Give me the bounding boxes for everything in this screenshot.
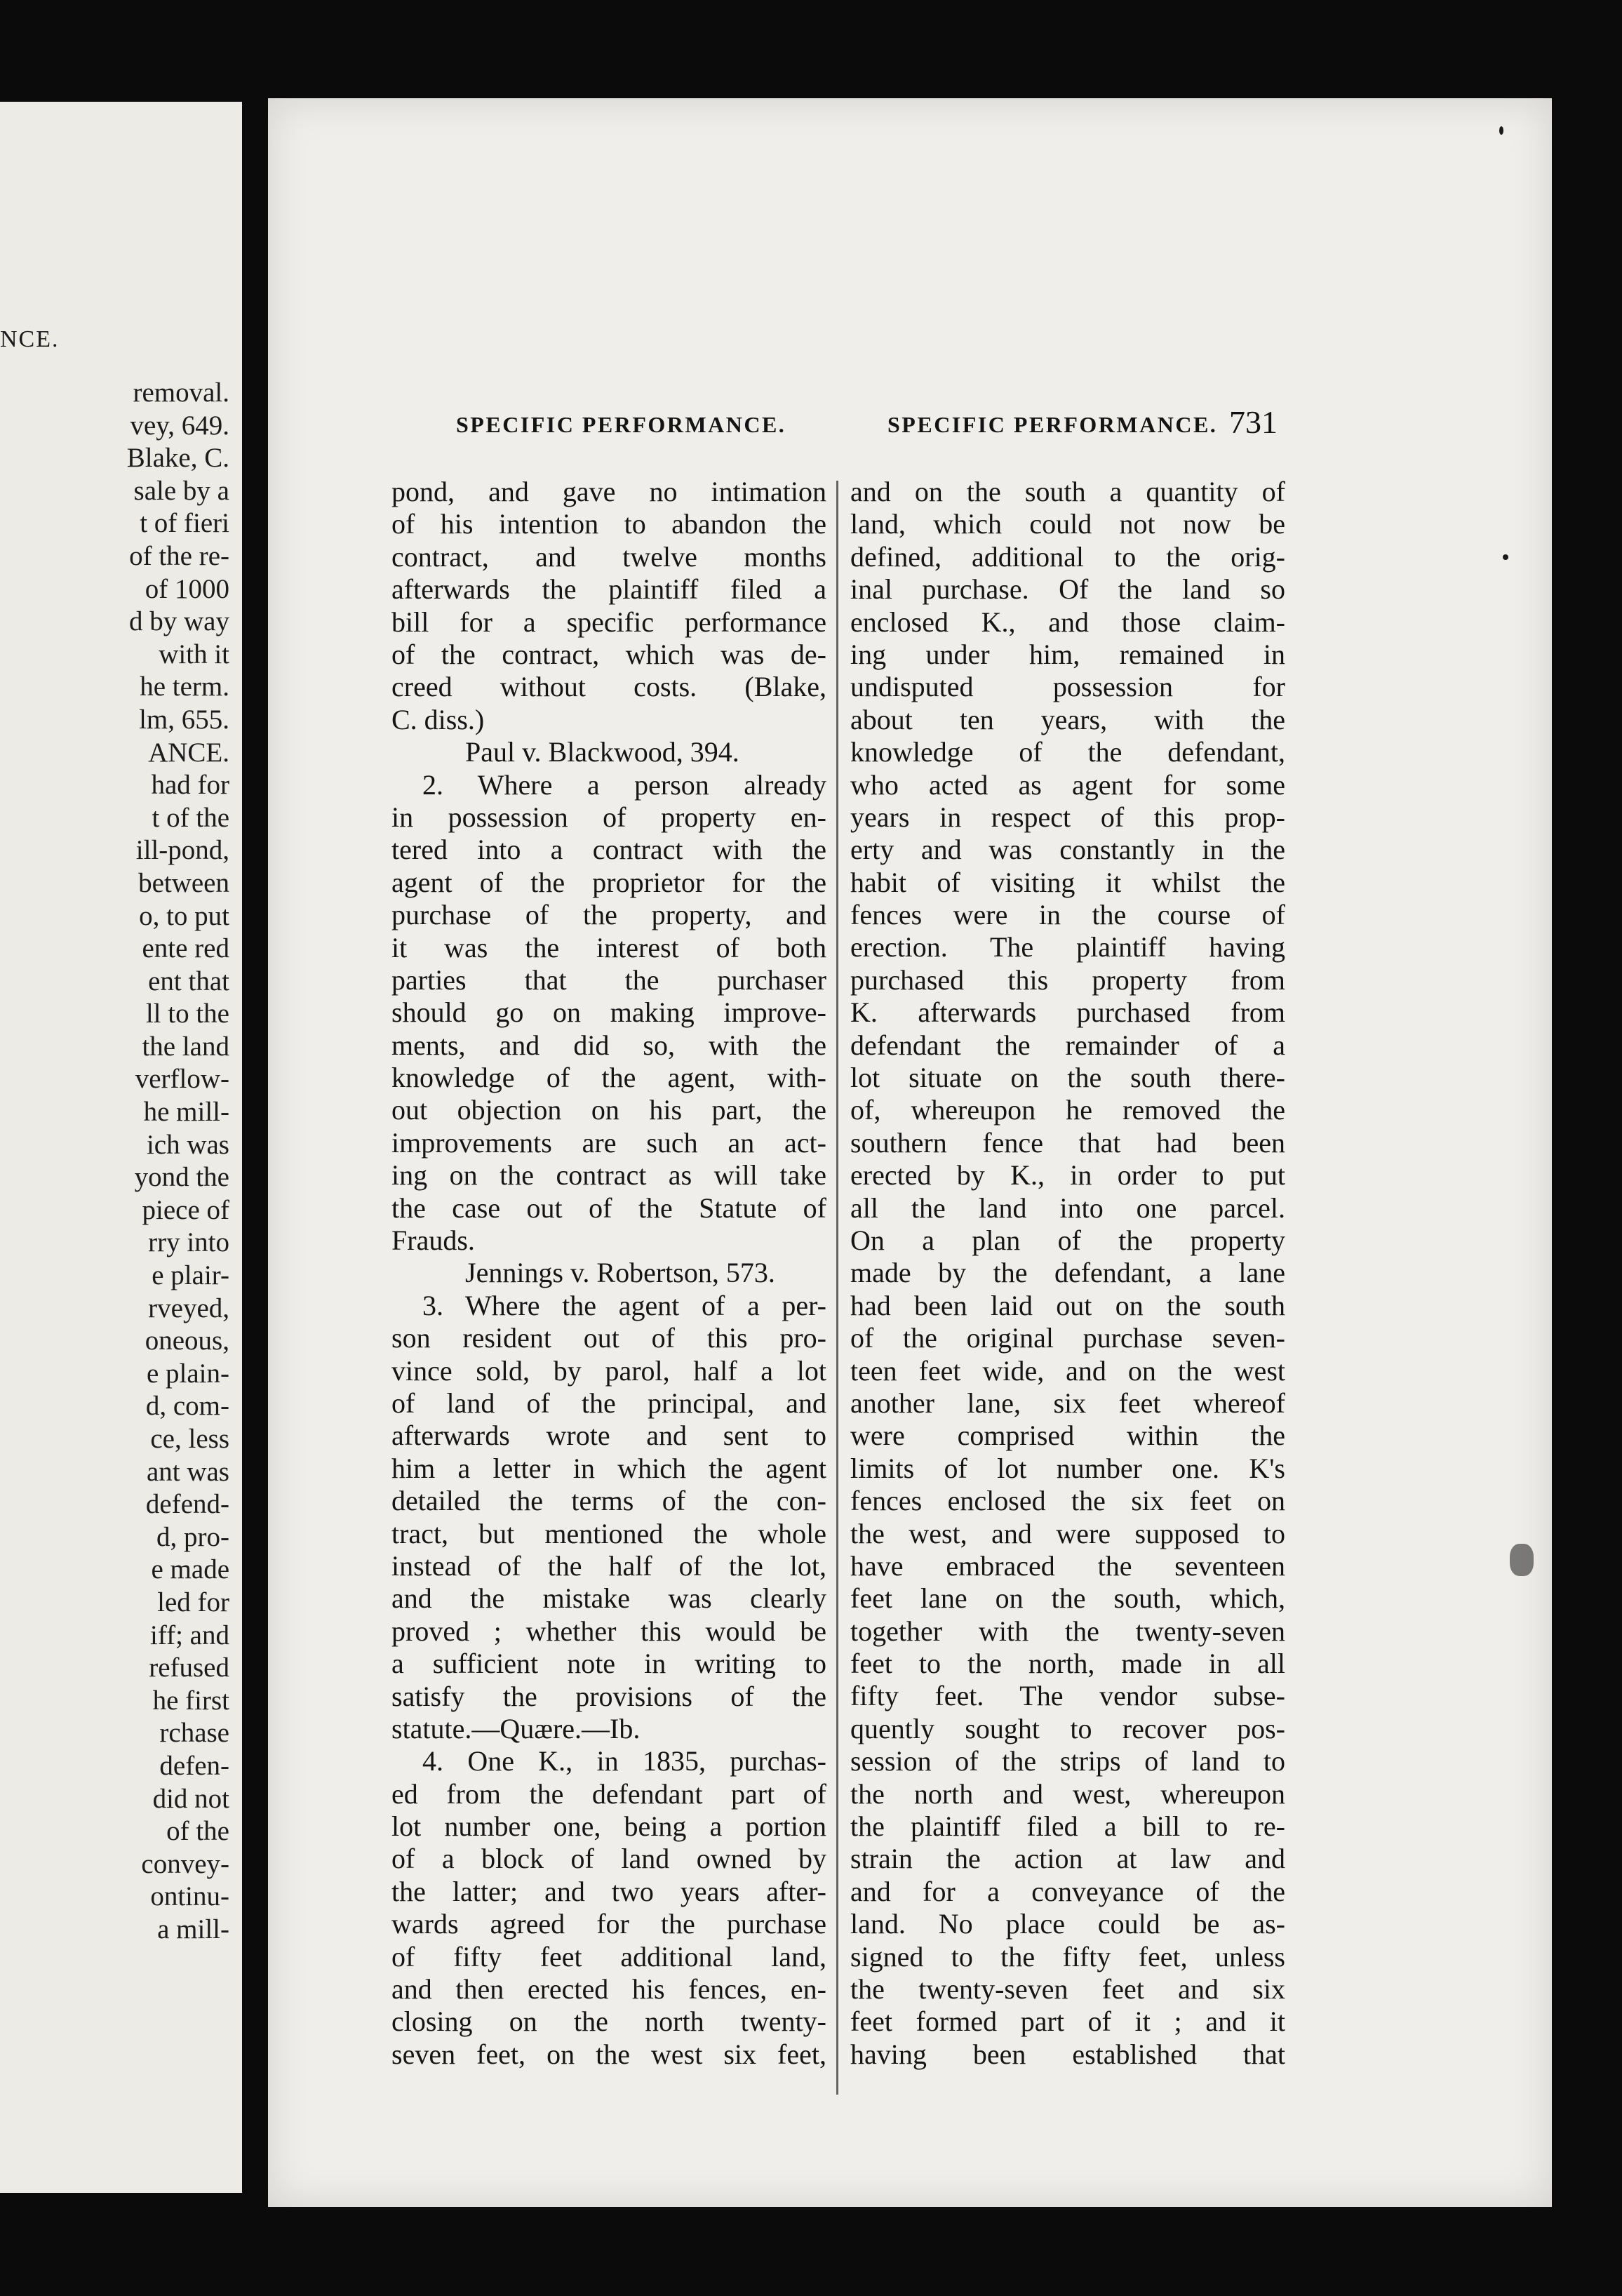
text-line: refused <box>149 1653 229 1683</box>
text-line: the west, and were supposed to <box>850 1517 1285 1549</box>
text-line: rveyed, <box>148 1293 229 1323</box>
text-line: a mill- <box>157 1914 229 1944</box>
text-line: d, pro- <box>156 1521 229 1552</box>
text-line: instead of the half of the lot, <box>391 1549 826 1582</box>
text-line: K. afterwards purchased from <box>850 996 1285 1029</box>
text-line: 4. One K., in 1835, purchas- <box>422 1745 826 1777</box>
text-line: ill-pond, <box>135 835 229 866</box>
text-line: and for a conveyance of the <box>850 1875 1285 1907</box>
text-line: piece of <box>142 1194 229 1225</box>
text-line: defined, additional to the orig- <box>850 540 1285 573</box>
text-line: defen- <box>159 1750 229 1781</box>
text-line: agent of the proprietor for the <box>391 866 826 898</box>
text-line: feet to the north, made in all <box>850 1648 1285 1680</box>
left-running-head: NCE. <box>0 326 60 352</box>
text-line: vince sold, by parol, half a lot <box>391 1354 826 1387</box>
text-line: land, which could not now be <box>850 508 1285 540</box>
text-line: ll to the <box>145 999 229 1029</box>
text-line: should go on making improve- <box>391 996 826 1029</box>
text-line: Frauds. <box>391 1224 475 1257</box>
text-line: feet lane on the south, which, <box>850 1582 1285 1615</box>
text-line: pond, and gave no intimation <box>391 476 826 507</box>
text-line: creed without costs. (Blake, <box>391 671 826 703</box>
text-line: d, com- <box>145 1391 229 1422</box>
text-line: iff; and <box>149 1620 229 1650</box>
text-line: e plain- <box>146 1358 229 1389</box>
text-line: yond the <box>134 1162 229 1193</box>
ink-speck <box>1499 126 1503 135</box>
text-line: the land <box>142 1031 229 1062</box>
text-line: vey, 649. <box>130 410 229 441</box>
text-line: lot situate on the south there- <box>850 1062 1285 1094</box>
text-line: with it <box>159 639 229 669</box>
text-line: erected by K., in order to put <box>850 1159 1285 1192</box>
page-number: 731 <box>1229 404 1278 440</box>
text-line: the case out of the Statute of <box>391 1192 826 1224</box>
text-line: defend- <box>145 1489 229 1520</box>
text-line: all the land into one parcel. <box>850 1192 1285 1224</box>
text-line: together with the twenty-seven <box>850 1615 1285 1647</box>
text-line: of the <box>166 1816 229 1847</box>
text-line: signed to the fifty feet, unless <box>850 1940 1285 1973</box>
text-line: d by way <box>129 606 229 637</box>
column-divider <box>836 481 838 2095</box>
text-line: had been laid out on the south <box>850 1289 1285 1321</box>
text-line: the plaintiff filed a bill to re- <box>850 1810 1285 1843</box>
text-line: fences were in the course of <box>850 899 1285 931</box>
text-line: bill for a specific performance <box>391 606 826 638</box>
running-head-left: SPECIFIC PERFORMANCE. <box>456 412 786 437</box>
text-line: another lane, six feet whereof <box>850 1387 1285 1419</box>
text-line: about ten years, with the <box>850 703 1285 735</box>
text-line: knowledge of the agent, with- <box>391 1062 826 1094</box>
text-line: convey- <box>141 1848 229 1879</box>
text-line: tered into a contract with the <box>391 834 826 866</box>
text-line: had for <box>151 770 229 801</box>
text-line: improvements are such an act- <box>391 1126 826 1159</box>
text-line: led for <box>157 1587 229 1617</box>
text-line: of fifty feet additional land, <box>391 1940 826 1973</box>
text-line: removal. <box>133 378 229 408</box>
text-line: ing on the contract as will take <box>391 1159 826 1192</box>
text-line: the twenty-seven feet and six <box>850 1973 1285 2005</box>
text-line: inal purchase. Of the land so <box>850 573 1285 606</box>
text-line: of the contract, which was de- <box>391 638 826 670</box>
ink-speck <box>1503 554 1508 560</box>
text-line: undisputed possession for <box>850 671 1285 703</box>
text-line: son resident out of this pro- <box>391 1322 826 1354</box>
text-line: habit of visiting it whilst the <box>850 866 1285 898</box>
text-line: lot number one, being a portion <box>391 1810 826 1843</box>
text-line: who acted as agent for some <box>850 768 1285 801</box>
text-line: of the re- <box>129 540 229 571</box>
text-line: Paul v. Blackwood, 394. <box>465 736 739 768</box>
left-partial-page <box>0 102 242 2193</box>
text-line: rry into <box>148 1227 229 1258</box>
text-line: ente red <box>142 933 229 964</box>
text-line: have embraced the seventeen <box>850 1549 1285 1582</box>
text-line: o, to put <box>139 900 229 931</box>
text-line: proved ; whether this would be <box>391 1615 826 1647</box>
text-line: afterwards wrote and sent to <box>391 1420 826 1452</box>
text-line: fences enclosed the six feet on <box>850 1485 1285 1517</box>
text-line: tract, but mentioned the whole <box>391 1517 826 1549</box>
text-line: verflow- <box>135 1064 229 1095</box>
text-line: feet formed part of it ; and it <box>850 2005 1285 2038</box>
text-line: ontinu- <box>150 1881 229 1912</box>
text-line: ments, and did so, with the <box>391 1029 826 1061</box>
text-line: On a plan of the property <box>850 1224 1285 1256</box>
text-line: afterwards the plaintiff filed a <box>391 573 826 606</box>
text-line: oneous, <box>145 1326 229 1356</box>
book-page <box>268 98 1552 2207</box>
text-line: of, whereupon he removed the <box>850 1094 1285 1126</box>
text-line: knowledge of the defendant, <box>850 736 1285 768</box>
text-line: ant was <box>146 1456 229 1487</box>
text-line: ent that <box>148 966 229 996</box>
text-line: the north and west, whereupon <box>850 1777 1285 1810</box>
text-line: satisfy the provisions of the <box>391 1680 826 1712</box>
text-line: quently sought to recover pos- <box>850 1712 1285 1744</box>
text-line: were comprised within the <box>850 1420 1285 1452</box>
text-line: defendant the remainder of a <box>850 1029 1285 1061</box>
text-line: erty and was constantly in the <box>850 834 1285 866</box>
text-line: C. diss.) <box>391 703 485 735</box>
left-page-text <box>0 377 229 1947</box>
text-line: strain the action at law and <box>850 1843 1285 1875</box>
text-line: made by the defendant, a lane <box>850 1257 1285 1289</box>
running-head-right: SPECIFIC PERFORMANCE. <box>887 412 1218 437</box>
text-line: Jennings v. Robertson, 573. <box>465 1257 775 1289</box>
text-line: of his intention to abandon the <box>391 508 826 540</box>
text-line: ce, less <box>150 1424 229 1454</box>
text-line: between <box>138 867 229 898</box>
text-line: it was the interest of both <box>391 931 826 963</box>
text-line: limits of lot number one. K's <box>850 1452 1285 1484</box>
text-line: he term. <box>140 672 229 702</box>
text-line: purchase of the property, and <box>391 899 826 931</box>
text-line: e made <box>151 1554 229 1585</box>
text-column-right <box>850 476 1285 2071</box>
text-line: rchase <box>159 1718 229 1749</box>
text-line: ing under him, remained in <box>850 638 1285 670</box>
text-line: Blake, C. <box>126 443 229 474</box>
text-line: statute.—Quære.—Ib. <box>391 1712 641 1744</box>
text-line: ANCE. <box>148 737 229 768</box>
text-line: out objection on his part, the <box>391 1094 826 1126</box>
text-line: wards agreed for the purchase <box>391 1908 826 1940</box>
text-line: 3. Where the agent of a per- <box>422 1289 826 1321</box>
text-line: and on the south a quantity of <box>850 476 1285 507</box>
text-line: e plair- <box>152 1260 229 1291</box>
text-line: purchased this property from <box>850 963 1285 996</box>
text-line: closing on the north twenty- <box>391 2005 826 2038</box>
text-line: enclosed K., and those claim- <box>850 606 1285 638</box>
text-line: t of the <box>152 802 229 833</box>
text-line: session of the strips of land to <box>850 1745 1285 1777</box>
text-line: him a letter in which the agent <box>391 1452 826 1484</box>
text-line: of a block of land owned by <box>391 1843 826 1875</box>
text-line: he mill- <box>143 1097 229 1128</box>
text-line: erection. The plaintiff having <box>850 931 1285 963</box>
text-line: lm, 655. <box>139 704 229 735</box>
text-line: ed from the defendant part of <box>391 1777 826 1810</box>
text-line: southern fence that had been <box>850 1126 1285 1159</box>
text-line: of the original purchase seven- <box>850 1322 1285 1354</box>
text-line: of land of the principal, and <box>391 1387 826 1419</box>
text-line: sale by a <box>133 475 229 506</box>
text-line: years in respect of this prop- <box>850 801 1285 833</box>
text-line: 2. Where a person already <box>422 768 826 801</box>
text-line: t of fieri <box>140 508 229 539</box>
text-line: in possession of property en- <box>391 801 826 833</box>
text-column-left <box>391 476 826 2071</box>
text-line: land. No place could be as- <box>850 1908 1285 1940</box>
ink-speck <box>1510 1544 1534 1576</box>
text-line: parties that the purchaser <box>391 963 826 996</box>
text-line: did not <box>152 1783 229 1814</box>
text-line: having been established that <box>850 2038 1285 2070</box>
text-line: teen feet wide, and on the west <box>850 1354 1285 1387</box>
text-line: the latter; and two years after- <box>391 1875 826 1907</box>
text-line: contract, and twelve months <box>391 540 826 573</box>
text-line: seven feet, on the west six feet, <box>391 2038 826 2070</box>
text-line: he first <box>152 1685 229 1716</box>
text-line: and the mistake was clearly <box>391 1582 826 1615</box>
text-line: ich was <box>146 1129 229 1160</box>
text-line: and then erected his fences, en- <box>391 1973 826 2005</box>
text-line: of 1000 <box>145 573 229 604</box>
text-line: fifty feet. The vendor subse- <box>850 1680 1285 1712</box>
text-line: a sufficient note in writing to <box>391 1648 826 1680</box>
text-line: detailed the terms of the con- <box>391 1485 826 1517</box>
